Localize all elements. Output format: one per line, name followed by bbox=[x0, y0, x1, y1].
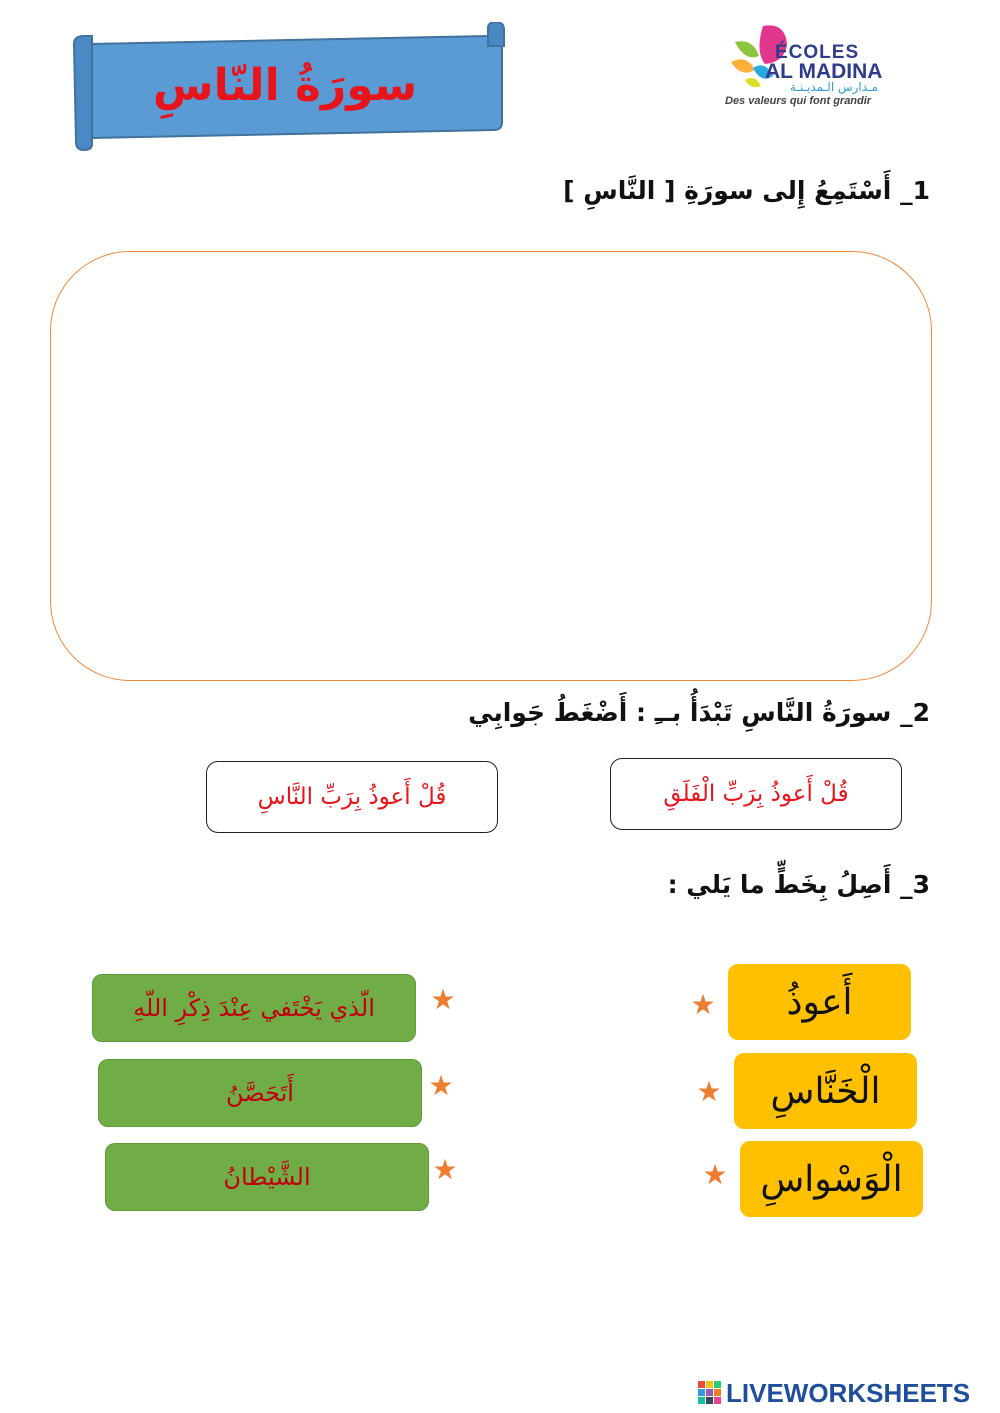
match-meaning-hides: الّذي يَخْتَفي عِنْدَ ذِكْرِ اللّهِ bbox=[92, 974, 416, 1042]
match-point-meaning-1-icon[interactable]: ★ bbox=[430, 983, 456, 1016]
match-word-khannas: الْخَنَّاسِ bbox=[734, 1053, 917, 1129]
match-meaning-seek-refuge: أَتَحَصَّنُ bbox=[98, 1059, 422, 1127]
match-word-aoodhu: أَعوذُ bbox=[728, 964, 911, 1040]
match-point-word-2-icon[interactable]: ★ bbox=[696, 1075, 722, 1108]
choice-nas-button[interactable]: قُلْ أَعوذُ بِرَبِّ النَّاسِ bbox=[206, 761, 498, 833]
audio-player-area[interactable] bbox=[50, 251, 932, 681]
match-point-meaning-3-icon[interactable]: ★ bbox=[432, 1153, 458, 1186]
logo-slogan: Des valeurs qui font grandir bbox=[725, 95, 872, 107]
question-3-text: 3_ أَصِلُ بِخَطٍّ ما يَلي : bbox=[667, 870, 930, 899]
logo-text-madina: AL MADINA bbox=[765, 60, 883, 83]
liveworksheets-logo-icon bbox=[698, 1381, 722, 1405]
liveworksheets-brand[interactable] bbox=[698, 1378, 970, 1408]
match-point-meaning-2-icon[interactable]: ★ bbox=[428, 1069, 454, 1102]
match-meaning-satan: الشَّيْطانُ bbox=[105, 1143, 429, 1211]
logo-text-arabic: مـدارس الـمديـنـة bbox=[790, 80, 879, 94]
question-1-text: 1_ أَسْتَمِعُ إِلى سورَةِ [ النَّاسِ ] bbox=[563, 176, 930, 205]
choice-falaq-button[interactable]: قُلْ أَعوذُ بِرَبِّ الْفَلَقِ bbox=[610, 758, 902, 830]
question-2-text: 2_ سورَةُ النَّاسِ تَبْدَأُ بــِ : أَضْغَطُ جَوابِي bbox=[468, 698, 930, 727]
match-word-waswas: الْوَسْواسِ bbox=[740, 1141, 923, 1217]
match-point-word-1-icon[interactable]: ★ bbox=[690, 988, 716, 1021]
page-title: سورَةُ النّاسِ bbox=[152, 59, 418, 111]
logo-text-ecoles: ÉCOLES bbox=[775, 42, 860, 63]
liveworksheets-brand-text: LIVEWORKSHEETS bbox=[726, 1377, 971, 1408]
match-point-word-3-icon[interactable]: ★ bbox=[702, 1158, 728, 1191]
